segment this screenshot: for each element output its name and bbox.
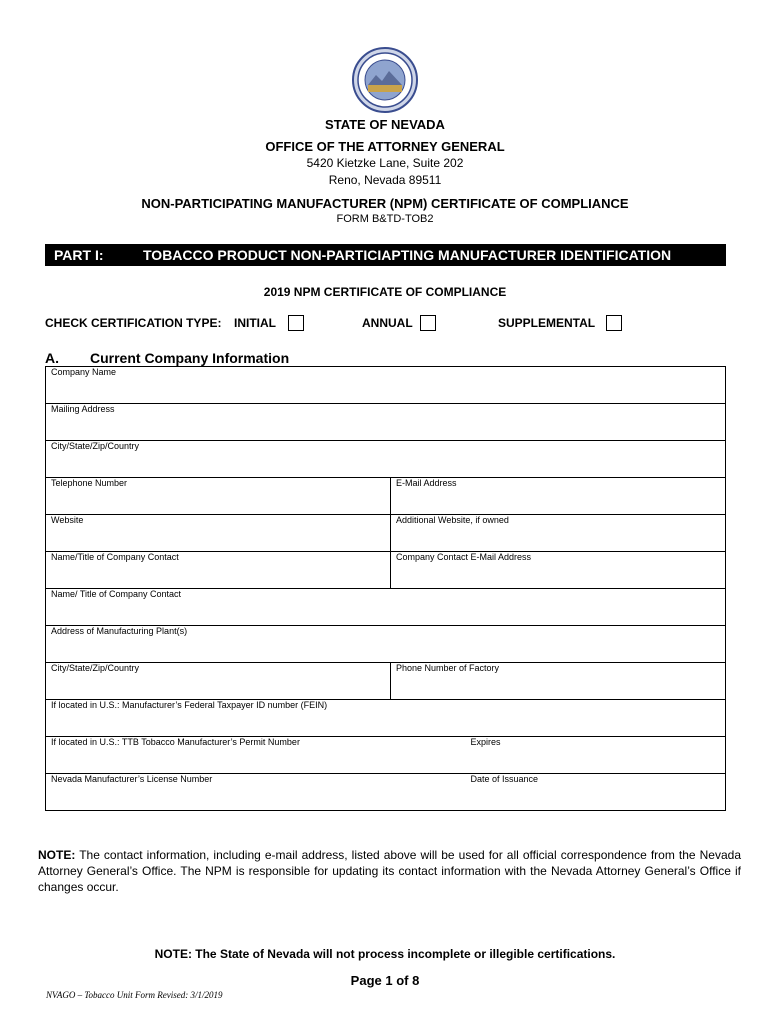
part-1-label: PART I: bbox=[54, 247, 104, 263]
additional-website-label: Additional Website, if owned bbox=[396, 515, 509, 525]
section-a-letter: A. bbox=[45, 350, 59, 366]
telephone-label: Telephone Number bbox=[51, 478, 128, 488]
issuance-field[interactable] bbox=[466, 774, 726, 811]
nv-license-field[interactable] bbox=[46, 774, 466, 811]
state-heading: STATE OF NEVADA bbox=[325, 117, 445, 132]
certification-supplemental-label: SUPPLEMENTAL bbox=[498, 316, 596, 330]
part-1-banner bbox=[45, 244, 726, 266]
city-state-zip-field[interactable] bbox=[46, 441, 726, 478]
website-label: Website bbox=[51, 515, 84, 525]
form-code: FORM B&TD-TOB2 bbox=[336, 213, 434, 225]
nevada-state-seal-icon bbox=[352, 47, 418, 113]
certification-initial-label: INITIAL bbox=[234, 316, 276, 330]
processing-note: NOTE: The State of Nevada will not process incomplete or illegible certifications. bbox=[154, 947, 616, 961]
telephone-field[interactable] bbox=[46, 478, 391, 515]
contact-note-label: NOTE: bbox=[38, 848, 76, 862]
contact-email-label: Company Contact E-Mail Address bbox=[396, 552, 532, 562]
part-1-title: TOBACCO PRODUCT NON-PARTICIAPTING MANUFACTURER IDENTIFICATION bbox=[143, 247, 672, 263]
additional-website-field[interactable] bbox=[391, 515, 726, 552]
contact-name-field[interactable] bbox=[46, 552, 391, 589]
nv-license-label: Nevada Manufacturer’s License Number bbox=[51, 774, 213, 784]
certification-prompt: CHECK CERTIFICATION TYPE: bbox=[45, 316, 222, 330]
factory-phone-field[interactable] bbox=[391, 663, 726, 700]
contact-name-label: Name/Title of Company Contact bbox=[51, 552, 179, 562]
plant-city-label: City/State/Zip/Country bbox=[51, 663, 140, 673]
plant-address-field[interactable] bbox=[46, 626, 726, 663]
email-label: E-Mail Address bbox=[396, 478, 457, 488]
section-a-title: Current Company Information bbox=[90, 350, 290, 366]
mailing-address-field[interactable] bbox=[46, 404, 726, 441]
section-a-heading bbox=[45, 350, 290, 366]
certification-annual-label: ANNUAL bbox=[362, 316, 413, 330]
contact-name-2-label: Name/ Title of Company Contact bbox=[51, 589, 182, 599]
contact-email-field[interactable] bbox=[391, 552, 726, 589]
expires-label: Expires bbox=[470, 737, 501, 747]
fein-field[interactable] bbox=[46, 700, 726, 737]
company-name-label: Company Name bbox=[51, 367, 117, 377]
plant-city-field[interactable] bbox=[46, 663, 391, 700]
plant-address-label: Address of Manufacturing Plant(s) bbox=[51, 626, 188, 636]
form-title: NON-PARTICIPATING MANUFACTURER (NPM) CERTIFICATE OF COMPLIANCE bbox=[141, 196, 629, 211]
city-state-zip-label: City/State/Zip/Country bbox=[51, 441, 140, 451]
annual-checkbox[interactable] bbox=[420, 315, 436, 331]
supplemental-checkbox[interactable] bbox=[606, 315, 622, 331]
initial-checkbox[interactable] bbox=[288, 315, 304, 331]
expires-field[interactable] bbox=[466, 737, 726, 774]
address-line-1: 5420 Kietzke Lane, Suite 202 bbox=[306, 156, 464, 170]
factory-phone-label: Phone Number of Factory bbox=[396, 663, 500, 673]
company-name-field[interactable] bbox=[46, 367, 726, 404]
company-info-form bbox=[45, 366, 726, 811]
contact-name-2-field[interactable] bbox=[46, 589, 726, 626]
mailing-address-label: Mailing Address bbox=[51, 404, 115, 414]
fein-label: If located in U.S.: Manufacturer’s Federal Taxpayer ID number (FEIN) bbox=[51, 700, 328, 710]
ttb-permit-field[interactable] bbox=[46, 737, 466, 774]
form-revision-footer: NVAGO – Tobacco Unit Form Revised: 3/1/2019 bbox=[46, 990, 223, 1000]
contact-note-text: The contact information, including e-mail address, listed above will be used for all official correspondence from the Nevada Attorney General’s Office. The NPM is responsible for updating its contact information with the Nevada Attorney General’s Office if changes occur. bbox=[38, 848, 741, 894]
contact-note bbox=[38, 847, 741, 895]
email-field[interactable] bbox=[391, 478, 726, 515]
ttb-permit-label: If located in U.S.: TTB Tobacco Manufacturer’s Permit Number bbox=[51, 737, 300, 747]
website-field[interactable] bbox=[46, 515, 391, 552]
address-line-2: Reno, Nevada 89511 bbox=[328, 173, 442, 187]
certificate-heading: 2019 NPM CERTIFICATE OF COMPLIANCE bbox=[263, 285, 507, 299]
page-number: Page 1 of 8 bbox=[350, 973, 420, 988]
issuance-label: Date of Issuance bbox=[470, 774, 539, 784]
office-heading: OFFICE OF THE ATTORNEY GENERAL bbox=[265, 139, 505, 154]
